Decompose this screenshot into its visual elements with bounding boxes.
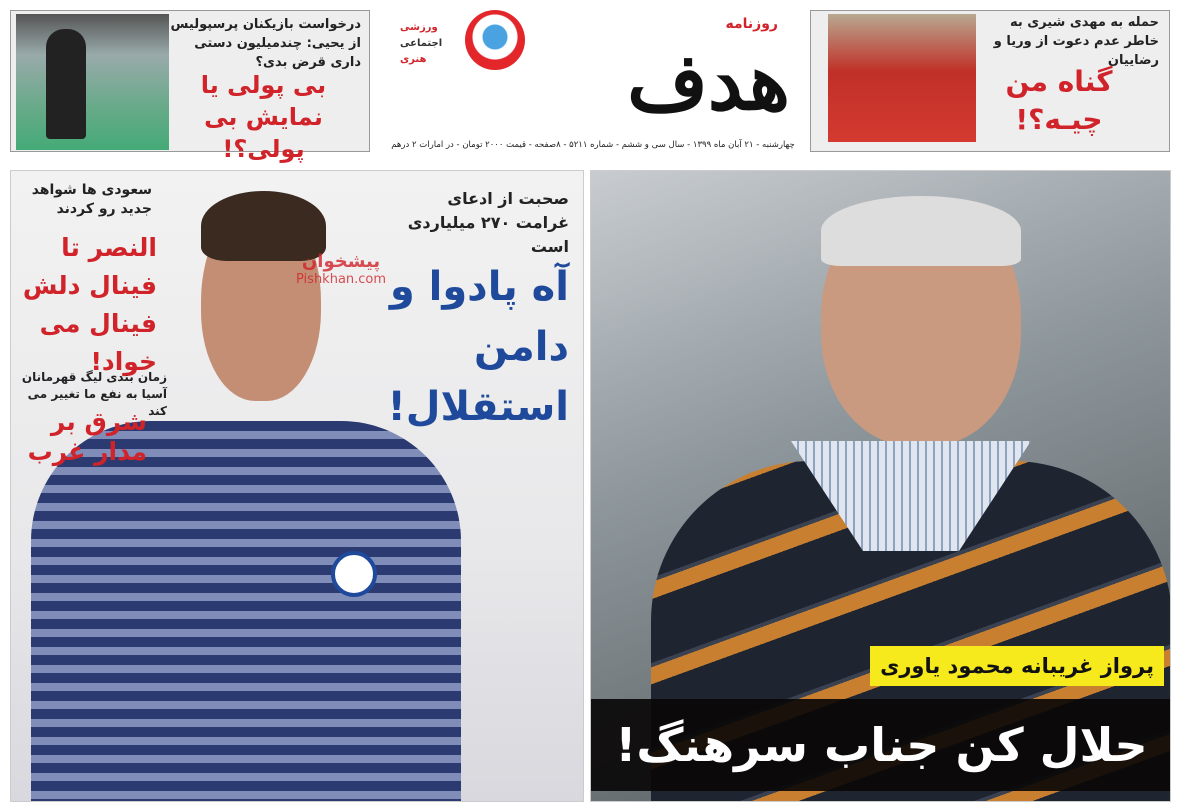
top-right-story[interactable] [810,10,1170,152]
main-headline: حلال کن جناب سرهنگ! [591,699,1171,791]
tag-social: اجتماعی [400,38,443,49]
tag-sport: ورزشی [400,22,438,33]
top-left-headline: بی پولی یا نمایش بی پولی؟! [200,71,327,163]
top-left-kicker: درخواست بازیکنان پرسپولیس از یحیی: چندمیلیون دستی داری قرض بدی؟ [170,17,361,70]
center-headline: آه پادوا و دامن استقلال! [387,264,569,430]
esteghlal-story[interactable] [10,170,584,802]
left-story2-kicker: زمان بندی لیگ قهرمانان آسیا به نفع ما تغییر می کند [21,370,167,418]
tag-art: هنری [400,54,427,65]
left-story2-headline: شرق بر مدار غرب [27,407,147,466]
top-right-kicker: حمله به مهدی شیری به خاطر عدم دعوت از وریا و رضاییان [993,15,1159,68]
masthead-title: هدف [627,37,790,128]
left-story1-headline: النصر تا فینال دلش فینال می خواد! [22,233,157,376]
watermark [296,251,386,287]
club-badge-icon [331,551,377,597]
football-logo-icon [465,10,525,70]
masthead-prefix: روزنامه [725,16,778,32]
masthead [390,8,800,136]
main-kicker: پرواز غریبانه محمود یاوری [870,646,1164,686]
main-story[interactable] [590,170,1171,802]
watermark-en: Pishkhan.com [296,272,387,287]
left-story1-kicker: سعودی ها شواهد جدید رو کردند [31,182,152,217]
issue-info: چهارشنبه - ۲۱ آبان ماه ۱۳۹۹ - سال سی و ششم - شماره ۵۲۱۱ - ۸صفحه - قیمت ۲۰۰۰ تومان - در امارات ۲ درهم [391,140,795,150]
player-photo [828,14,976,142]
player-photo [16,14,169,150]
top-right-headline: گناه من چیـه؟! [1005,65,1113,136]
top-left-story[interactable] [10,10,370,163]
watermark-fa: پیشخوان [301,251,381,272]
center-kicker: صحبت از ادعای غرامت ۲۷۰ میلیاردی است [407,189,569,256]
